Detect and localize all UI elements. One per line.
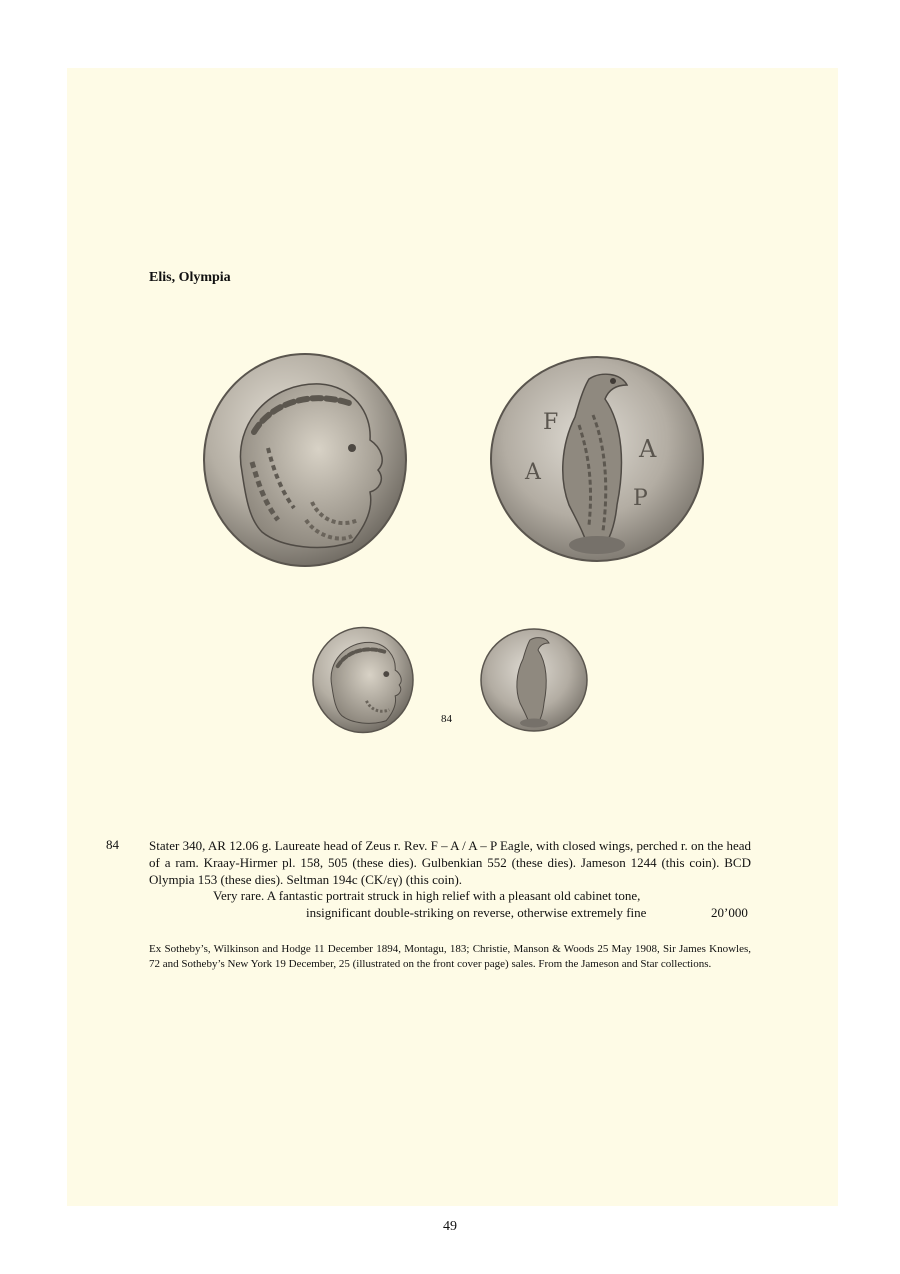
reverse-legend-1: F <box>543 410 559 435</box>
catalog-panel <box>67 68 838 1206</box>
lot-number: 84 <box>106 837 119 852</box>
reverse-legend-3: A <box>639 435 657 463</box>
reverse-legend-2: A <box>525 460 541 485</box>
plate-number: 84 <box>441 713 452 725</box>
obverse-coin-small <box>312 626 414 734</box>
lot-description <box>149 837 751 888</box>
lot-estimate: 20’000 <box>711 905 748 920</box>
lot-rarity-line: Very rare. A fantastic portrait struck in high relief with a pleasant old cabinet tone, <box>213 888 641 903</box>
page-number: 49 <box>443 1219 457 1234</box>
lot-provenance: Ex Sotheby’s, Wilkinson and Hodge 11 December 1894, Montagu, 183; Christie, Manson & Woods 25 May 1908, Sir James Knowles, 72 and Sotheby’s New York 19 December, 25 (illustrated on the front cover page) sales. From the Jameson and Star collections. <box>149 943 751 970</box>
lot-grade-line: insignificant double-striking on reverse, otherwise extremely fine <box>306 905 647 920</box>
reverse-legend-4: P <box>633 486 648 511</box>
reverse-coin-large <box>489 355 705 563</box>
obverse-coin-large <box>202 352 408 568</box>
reverse-coin-small <box>480 628 588 732</box>
lot-description-text: Stater 340, AR 12.06 g. Laureate head of Zeus r. Rev. F – A / A – P Eagle, with closed wings, perched r. on the head of a ram. Kraay-Hirmer pl. 158, 505 (these dies). Gulbenkian 552 (these dies). Jameson 1244 (this coin). BCD Olympia 153 (these dies). Seltman 194c (CK/εγ) (this coin). <box>149 838 751 887</box>
section-title: Elis, Olympia <box>149 270 231 285</box>
